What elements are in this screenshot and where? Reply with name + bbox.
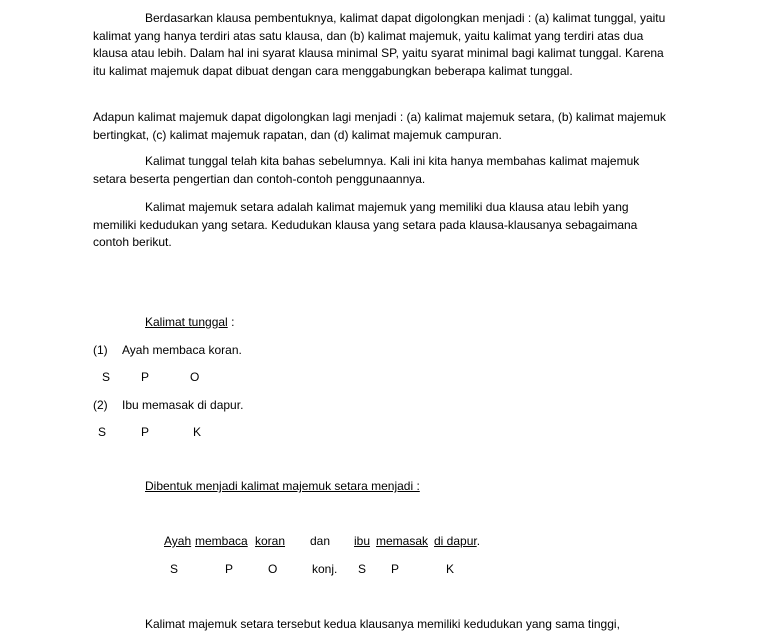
compound-label-s: S bbox=[358, 562, 367, 576]
paragraph-klausa-pembentuk: Berdasarkan klausa pembentuknya, kalimat dapat digolongkan menjadi : (a) kalimat tunggal, yaitu kalimat yang hanya terdiri atas satu klausa, dan (b) kalimat majemuk, yaitu kalimat yang terdiri atas dua klausa atau lebih. Dalam hal ini syarat klausa minimal SP, yaitu syarat minimal bagi kalimat tunggal. Karena itu kalimat majemuk dapat dibuat dengan cara menggabungkan beberapa kalimat tunggal. bbox=[93, 11, 666, 78]
compound-label-p: P bbox=[225, 562, 234, 576]
single-sentence-heading-text: Kalimat tunggal bbox=[145, 315, 228, 329]
paragraph-kalimat-tunggal: Kalimat tunggal telah kita bahas sebelumnya. Kali ini kita hanya membahas kalimat majemuk setara beserta pengertian dan contoh-contoh penggunaannya. bbox=[93, 154, 640, 186]
example-number: (2) bbox=[93, 398, 108, 412]
example-label-s: S bbox=[98, 425, 107, 439]
example-label-k: K bbox=[193, 425, 202, 439]
compound-word-subject-1: Ayah bbox=[164, 534, 192, 548]
example-number: (1) bbox=[93, 343, 108, 357]
compound-word-adverb-2 bbox=[434, 534, 480, 548]
compound-word-predicate-1: membaca bbox=[195, 534, 248, 548]
compound-word-adverb-text: di dapur bbox=[434, 534, 477, 548]
compound-label-o: O bbox=[268, 562, 278, 576]
example-label-s: S bbox=[102, 370, 111, 384]
compound-period: . bbox=[476, 534, 481, 548]
compound-label-k: K bbox=[446, 562, 455, 576]
example-label-p: P bbox=[141, 425, 150, 439]
compound-sentence-heading: Dibentuk menjadi kalimat majemuk setara menjadi : bbox=[145, 479, 420, 493]
compound-label-p: P bbox=[391, 562, 400, 576]
single-sentence-heading bbox=[145, 315, 234, 329]
compound-word-subject-2: ibu bbox=[354, 534, 371, 548]
compound-word-object-1: koran bbox=[255, 534, 286, 548]
compound-word-predicate-2: memasak bbox=[376, 534, 429, 548]
example-sentence: Ayah membaca koran. bbox=[122, 343, 242, 357]
compound-label-conjunction: konj. bbox=[312, 562, 338, 576]
example-label-o: O bbox=[190, 370, 200, 384]
compound-label-s: S bbox=[170, 562, 179, 576]
compound-word-conjunction: dan bbox=[310, 534, 331, 548]
example-label-p: P bbox=[141, 370, 150, 384]
example-sentence: Ibu memasak di dapur. bbox=[122, 398, 244, 412]
paragraph-definisi-majemuk-setara: Kalimat majemuk setara adalah kalimat majemuk yang memiliki dua klausa atau lebih yang memiliki kedudukan yang setara. Kedudukan klausa yang setara pada klausa-klausanya sebagaimana contoh berikut. bbox=[93, 200, 638, 249]
closing-paragraph: Kalimat majemuk setara tersebut kedua klausanya memiliki kedudukan yang sama tinggi, bbox=[145, 617, 620, 631]
paragraph-penggolongan-majemuk: Adapun kalimat majemuk dapat digolongkan lagi menjadi : (a) kalimat majemuk setara, (b) kalimat majemuk bertingkat, (c) kalimat majemuk rapatan, dan (d) kalimat majemuk campuran. bbox=[93, 110, 666, 142]
single-sentence-heading-colon: : bbox=[231, 315, 235, 329]
